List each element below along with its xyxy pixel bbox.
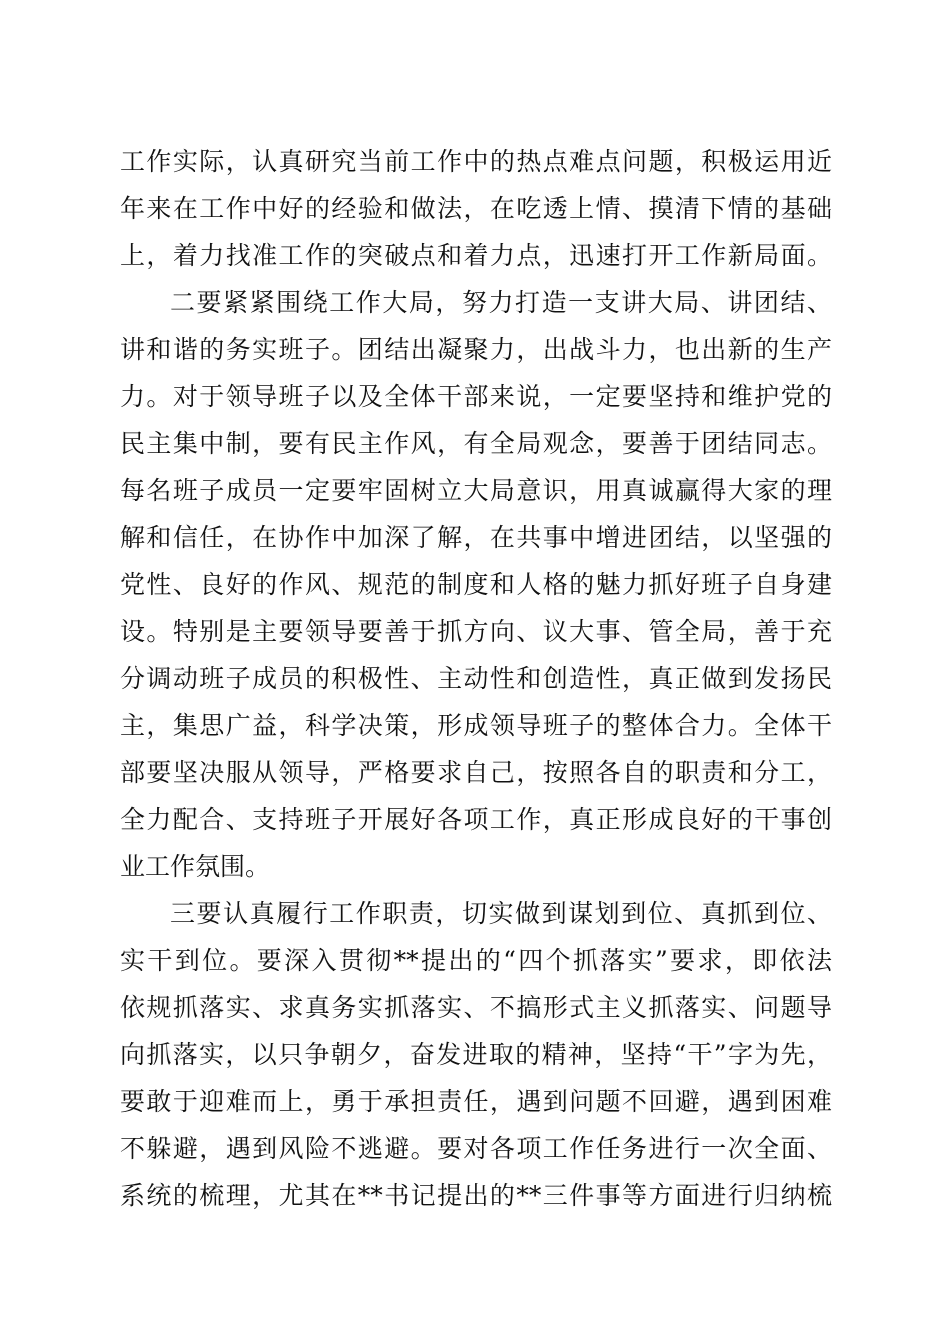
text-line-21: 要敢于迎难而上，勇于承担责任，遇到问题不回避，遇到困难 — [120, 1087, 832, 1116]
text-line-6: 力。对于领导班子以及全体干部来说，一定要坚持和维护党的 — [120, 382, 832, 411]
text-line-8: 每名班子成员一定要牢固树立大局意识，用真诚赢得大家的理 — [120, 476, 832, 505]
text-line-7: 民主集中制，要有民主作风，有全局观念，要善于团结同志。 — [120, 429, 832, 458]
text-line-13: 主，集思广益，科学决策，形成领导班子的整体合力。全体干 — [120, 711, 832, 740]
text-line-1: 工作实际，认真研究当前工作中的热点难点问题，积极运用近 — [120, 147, 832, 176]
paragraph-2-first-line: 二要紧紧围绕工作大局，努力打造一支讲大局、讲团结、 — [170, 288, 832, 317]
text-line-18: 实干到位。要深入贯彻**提出的“四个抓落实”要求，即依法 — [120, 946, 832, 975]
text-line-15: 全力配合、支持班子开展好各项工作，真正形成良好的干事创 — [120, 805, 832, 834]
paragraph-2-last-line: 业工作氛围。 — [120, 852, 271, 881]
text-line-11: 设。特别是主要领导要善于抓方向、议大事、管全局，善于充 — [120, 617, 832, 646]
text-line-3: 上，着力找准工作的突破点和着力点，迅速打开工作新局面。 — [120, 241, 832, 270]
text-line-12: 分调动班子成员的积极性、主动性和创造性，真正做到发扬民 — [120, 664, 832, 693]
text-line-5: 讲和谐的务实班子。团结出凝聚力，出战斗力，也出新的生产 — [120, 335, 832, 364]
paragraph-3-first-line: 三要认真履行工作职责，切实做到谋划到位、真抓到位、 — [170, 899, 832, 928]
text-line-2: 年来在工作中好的经验和做法，在吃透上情、摸清下情的基础 — [120, 194, 832, 223]
text-line-23: 系统的梳理，尤其在**书记提出的**三件事等方面进行归纳梳 — [120, 1181, 832, 1210]
text-line-19: 依规抓落实、求真务实抓落实、不搞形式主义抓落实、问题导 — [120, 993, 832, 1022]
text-line-10: 党性、良好的作风、规范的制度和人格的魅力抓好班子自身建 — [120, 570, 832, 599]
text-line-20: 向抓落实，以只争朝夕，奋发进取的精神，坚持“干”字为先， — [120, 1040, 832, 1069]
text-line-14: 部要坚决服从领导，严格要求自己，按照各自的职责和分工， — [120, 758, 832, 787]
text-line-22: 不躲避，遇到风险不逃避。要对各项工作任务进行一次全面、 — [120, 1134, 832, 1163]
text-line-9: 解和信任，在协作中加深了解，在共事中增进团结，以坚强的 — [120, 523, 832, 552]
